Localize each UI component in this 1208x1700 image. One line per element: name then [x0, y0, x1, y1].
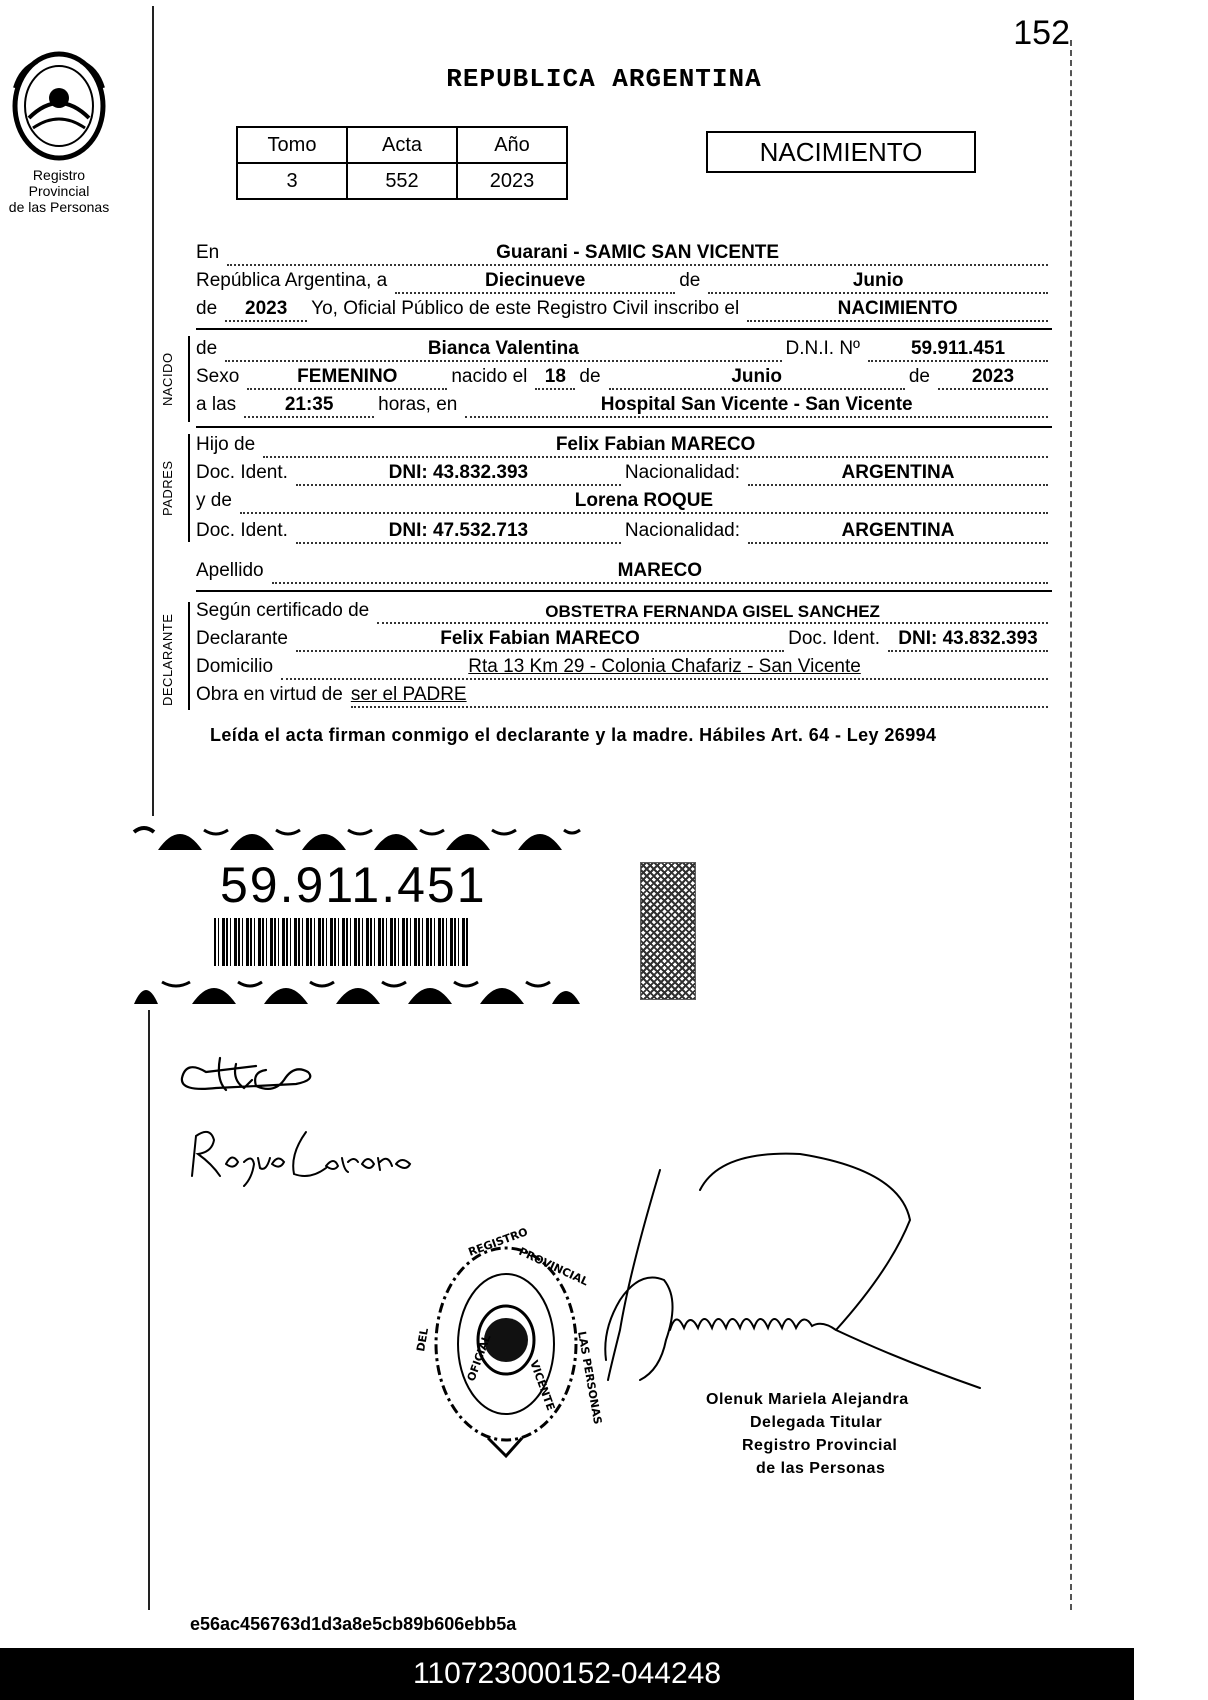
- official-org-line1: Registro Provincial: [742, 1437, 898, 1454]
- name-value: Bianca Valentina: [427, 338, 579, 359]
- official-name: Olenuk Mariela Alejandra: [706, 1391, 909, 1408]
- header-tomo: Tomo: [237, 127, 347, 163]
- svg-text:LAS PERSONAS: LAS PERSONAS: [575, 1330, 605, 1426]
- segun-label: Según certificado de: [196, 600, 370, 621]
- father-doc-label: Doc. Ident.: [196, 462, 288, 483]
- declarante-bar: [188, 602, 190, 710]
- page-number: 152: [1013, 14, 1070, 52]
- svg-text:REGISTRO: REGISTRO: [466, 1225, 530, 1259]
- declarante-doc: DNI: 43.832.393: [898, 628, 1038, 649]
- republica-label: República Argentina, a: [196, 270, 388, 291]
- footer-code-bar: 110723000152-044248: [0, 1648, 1134, 1700]
- de2-label: de: [196, 298, 218, 319]
- row-date: [196, 268, 1052, 294]
- mother-doc-label: Doc. Ident.: [196, 520, 288, 541]
- document-hash: e56ac456763d1d3a8e5cb89b606ebb5a: [190, 1614, 517, 1634]
- declarante-value: Felix Fabian MARECO: [440, 628, 640, 649]
- domicilio-value: Rta 13 Km 29 - Colonia Chafariz - San Vicente: [468, 656, 861, 677]
- declarante-label: Declarante: [196, 628, 288, 649]
- en-value: Guarani - SAMIC SAN VICENTE: [496, 242, 780, 263]
- sexo-label: Sexo: [196, 366, 240, 387]
- dni-label: D.N.I. Nº: [785, 338, 860, 359]
- y-de-label: y de: [196, 490, 232, 511]
- row-hora: [196, 392, 1052, 418]
- left-margin-line-top: [152, 6, 154, 816]
- official-org-line2: de las Personas: [756, 1460, 886, 1477]
- a-las-label: a las: [196, 394, 237, 415]
- mother-name: Lorena ROQUE: [574, 490, 714, 511]
- right-margin-line: [1070, 40, 1072, 1610]
- month-value: Junio: [852, 270, 904, 291]
- row-father: [196, 432, 1052, 458]
- obra-label: Obra en virtud de: [196, 684, 343, 705]
- father-doc: DNI: 43.832.393: [388, 462, 529, 483]
- declarante-doc-label: Doc. Ident.: [788, 628, 880, 649]
- father-signature: [176, 1050, 326, 1106]
- separator-2: [196, 426, 1052, 428]
- birth-place: Hospital San Vicente - San Vicente: [600, 394, 913, 415]
- sexo-value: FEMENINO: [297, 366, 398, 387]
- obra-value: ser el PADRE: [350, 684, 467, 705]
- inscribo-label: Yo, Oficial Público de este Registro Civil inscribo el: [311, 298, 740, 319]
- row-father-doc: [196, 460, 1052, 486]
- year-value: 2023: [245, 298, 288, 319]
- domicilio-label: Domicilio: [196, 656, 274, 677]
- birth-day: 18: [544, 366, 566, 387]
- country-title: REPUBLICA ARGENTINA: [446, 64, 762, 94]
- apellido-value: MARECO: [617, 560, 703, 581]
- inscribo-value: NACIMIENTO: [837, 298, 958, 319]
- en-label: En: [196, 242, 220, 263]
- logo-caption-line2: de las Personas: [8, 199, 110, 215]
- decorative-arch-border-top: [134, 818, 580, 850]
- nacido-el-label: nacido el: [451, 366, 528, 387]
- nacido-de-label: de: [196, 338, 218, 359]
- horas-en-label: horas, en: [378, 394, 458, 415]
- separator-1: [196, 328, 1052, 330]
- hijo-de-label: Hijo de: [196, 434, 256, 455]
- row-declarante: [196, 626, 1052, 652]
- row-domicilio: [196, 654, 1052, 680]
- father-nationality-label: Nacionalidad:: [624, 462, 740, 483]
- nacido-bar: [188, 336, 190, 422]
- father-name: Felix Fabian MARECO: [555, 434, 756, 455]
- padres-bar: [188, 434, 190, 542]
- de4-label: de: [908, 366, 930, 387]
- security-hologram: [640, 862, 696, 1000]
- section-nacido: NACIDO: [160, 352, 175, 406]
- birth-time: 21:35: [284, 394, 334, 415]
- mother-nationality: ARGENTINA: [841, 520, 955, 541]
- birth-year: 2023: [971, 366, 1015, 387]
- father-nationality: ARGENTINA: [841, 462, 955, 483]
- record-type-box: NACIMIENTO: [706, 131, 976, 173]
- row-certificado: [196, 598, 1052, 624]
- row-en: [196, 240, 1052, 266]
- decorative-arch-border-bottom: [134, 972, 580, 1004]
- de-label: de: [679, 270, 701, 291]
- value-tomo: 3: [237, 163, 347, 199]
- dni-sticker-number: 59.911.451: [220, 857, 487, 913]
- row-apellido: [196, 558, 1052, 584]
- row-sexo: [196, 364, 1052, 390]
- section-declarante: DECLARANTE: [160, 613, 175, 706]
- value-ano: 2023: [457, 163, 567, 199]
- left-margin-line-bottom: [148, 1010, 150, 1610]
- closing-text: Leída el acta firman conmigo el declarante y la madre. Hábiles Art. 64 - Ley 26994: [210, 725, 937, 745]
- mother-signature: [186, 1118, 422, 1188]
- svg-text:DEL: DEL: [414, 1326, 432, 1353]
- official-stamp: [414, 1225, 605, 1468]
- svg-text:PROVINCIAL: PROVINCIAL: [516, 1244, 591, 1289]
- dni-barcode: [214, 918, 468, 966]
- row-mother: [196, 488, 1052, 514]
- row-mother-doc: [196, 518, 1052, 544]
- mother-doc: DNI: 47.532.713: [388, 520, 529, 541]
- header-acta: Acta: [347, 127, 457, 163]
- header-ano: Año: [457, 127, 567, 163]
- svg-text:VICENTE: VICENTE: [527, 1358, 558, 1413]
- official-role: Delegada Titular: [750, 1414, 883, 1431]
- certificado-value: OBSTETRA FERNANDA GISEL SANCHEZ: [545, 602, 880, 621]
- mother-nationality-label: Nacionalidad:: [624, 520, 740, 541]
- apellido-label: Apellido: [196, 560, 264, 581]
- row-obra: [196, 682, 1052, 708]
- logo-caption-line1: Registro Provincial: [28, 167, 90, 199]
- row-inscribo: [196, 296, 1052, 322]
- separator-3: [196, 590, 1052, 592]
- official-info: [706, 1388, 909, 1480]
- value-acta: 552: [347, 163, 457, 199]
- dni-value: 59.911.451: [910, 338, 1006, 359]
- de3-label: de: [579, 366, 601, 387]
- record-table: [236, 126, 568, 200]
- svg-text:OFICIAL: OFICIAL: [464, 1332, 494, 1384]
- section-padres: PADRES: [160, 460, 175, 516]
- day-value: Diecinueve: [485, 270, 586, 291]
- birth-month: Junio: [731, 366, 783, 387]
- row-name: [196, 336, 1052, 362]
